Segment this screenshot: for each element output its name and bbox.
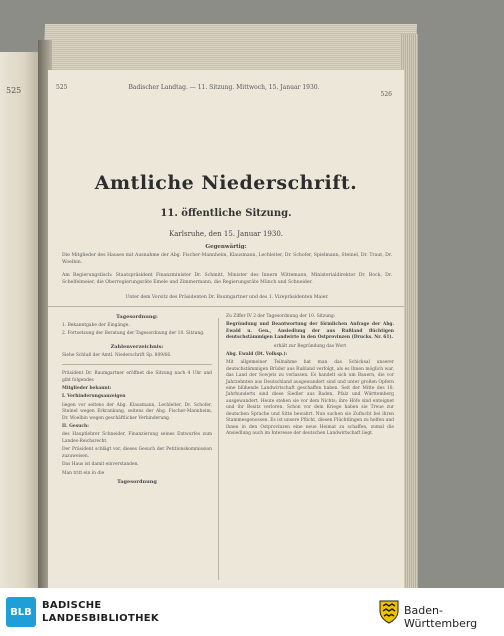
library-name[interactable]: [42, 599, 159, 625]
bw-crest-icon: [378, 598, 400, 624]
page-number-right: 526: [380, 91, 392, 98]
library-name-line2: LANDESBIBLIOTHEK: [42, 613, 159, 624]
library-name-line1: BADISCHE: [42, 600, 102, 611]
section2-text: des Hauptlehrer Schneider, Finanzierung seines Entwurfes zum Landes-Reichsrecht.: [62, 432, 212, 444]
session-subtitle: 11. öffentliche Sitzung.: [160, 208, 292, 219]
announcements-label: Mitglieder bekannt:: [62, 386, 112, 392]
present-members: Die Mitglieder des Hauses mit Ausnahme der Abg. Fischer-Mannheim, Klausmann, Lechleiter, Dr. Schofer, Spielmann, Steinel, Dr. Traut, Dr. Woelbin.: [62, 253, 392, 265]
right-lead: Zu Ziffer IV 2 der Tagesordnung der 10. Sitzung:: [226, 314, 336, 319]
right-subject: Begründung und Beantwortung der förmlichen Anfrage der Abg. Ewald u. Gen., Ansiedlung der aus Rußland flüchtigen deutschstämmigen Landwirte in den Ostprovinzen (Drucks. Nr. 61).: [226, 322, 394, 341]
chair-note: Unter dem Vorsitz des Präsidenten Dr. Baumgartner und des 1. Vizepräsidenten Maier.: [125, 295, 329, 300]
right-column: [226, 314, 394, 439]
opening-text: Präsident Dr. Baumgartner eröffnet die Sitzung nach 4 Uhr und gibt folgendes: [62, 371, 212, 383]
agreed-text: Das Haus ist damit einverstanden.: [62, 462, 139, 468]
column-divider: [218, 318, 219, 580]
agenda-item: 2. Fortsetzung der Beratung der Tagesordnung der 10. Sitzung.: [62, 331, 205, 337]
left-page-number: 525: [6, 86, 22, 95]
section-divider: [48, 306, 404, 307]
running-head: [56, 84, 392, 98]
president-text: Der Präsident schlägt vor, dieses Gesuch der Petitionskommission zuzuweisen.: [62, 447, 212, 459]
proceeding-text: Man tritt ein in die: [62, 470, 105, 476]
entries-heading: Zahlenverzeichnis:: [110, 343, 164, 350]
agenda-footer: Tagesordnung: [117, 478, 157, 485]
left-column: [62, 314, 212, 488]
present-heading: Gegenwärtig:: [205, 244, 247, 250]
section1-heading: I. Verhinderungsanzeigen: [62, 394, 126, 400]
column-rule: [62, 364, 212, 365]
agenda-item: 1. Bekanntgabe der Eingänge.: [62, 323, 130, 328]
agenda-heading: Tagesordnung:: [116, 314, 158, 320]
page-number-left: 525: [56, 84, 68, 91]
blb-logo[interactable]: BLB: [6, 597, 36, 627]
left-page: [0, 52, 40, 588]
speaker-name: Abg. Ewald (Dt. Volksp.):: [226, 352, 288, 358]
right-mid: erhält zur Begründung das Wort: [273, 343, 347, 349]
section2-heading: II. Gesuch:: [62, 424, 89, 430]
running-head-text: Badischer Landtag. — 11. Sitzung. Mittwoch, 15. Januar 1930.: [128, 84, 320, 91]
footer-bar: [0, 588, 504, 636]
right-page: [48, 70, 404, 588]
place-date: Karlsruhe, den 15. Januar 1930.: [168, 230, 284, 238]
section1-text: liegen vor seitens der Abg. Klausmann, Lechleiter, Dr. Schofer, Steinel wegen Erkrankung, seitens der Abg. Fischer-Mannheim, Dr. Woelbin wegen geschäftlicher Verhinderung.: [62, 402, 212, 421]
government-bench: Am Regierungstisch: Staatspräsident Finanzminister Dr. Schmitt, Minister des Innern Wittemann, Ministerialdirektor Dr. Bock, Dr. Schelfelmeier, die Oberregierungsräte Emele und Zimmermann, die Regierungsräte Münch und Schneider.: [62, 273, 392, 285]
entries-text: Siehe Schluß der Amtl. Niederschrift Sp. 809/66.: [62, 352, 172, 358]
state-name[interactable]: Baden-Württemberg: [404, 604, 478, 630]
document-title: Amtliche Niederschrift.: [94, 172, 358, 194]
speech-text: Mit allgemeiner Teilnahme hat man das Schicksal unserer deutschstämmigen Brüder aus Rußland verfolgt, als es Ihnen möglich war, das Land der Sowjets zu verlassen. Es handelt sich um Bauern, die vor Jahrzehnten aus Deutschland ausgewandert sind und unter großen Opfern eine blühende Landwirtschaft geschaffen haben. Seit der Mitte des 18. Jahrhunderts sind diese Siedler aus Baden, Pfalz und Württemberg ausgewandert. Heute stehen sie vor dem Nichts; ihre Höfe sind enteignet und ihr Besitz verloren. Schon vor dem Kriege haben sie Treue zur deutschen Sprache und Sitte bewahrt. Nun suchen sie Zuflucht bei ihren Stammesgenossen. Es ist unsere Pflicht, diesen Flüchtlingen zu helfen und ihnen in den Ostprovinzen eine neue Heimat zu schaffen, zumal die Ansiedlung auch im Interesse der deutschen Landwirtschaft liegt.: [226, 360, 394, 436]
